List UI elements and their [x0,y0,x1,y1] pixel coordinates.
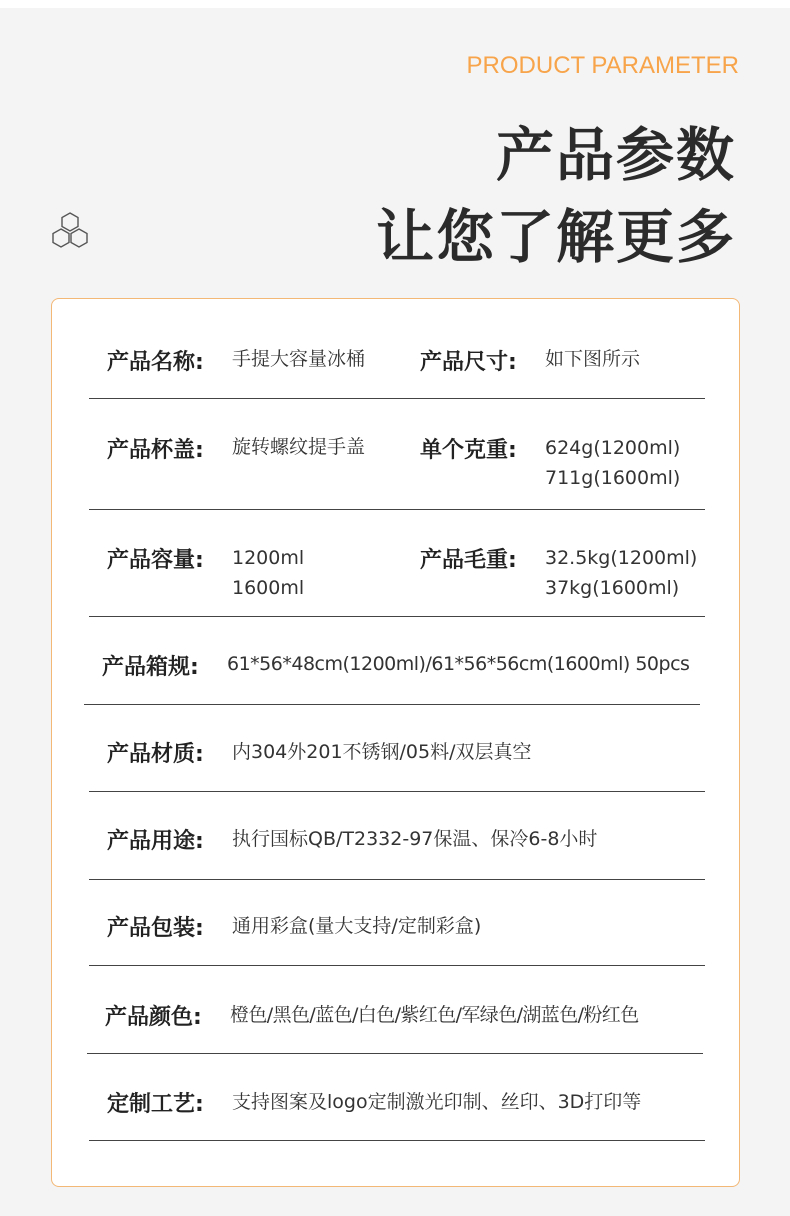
divider [89,398,705,399]
value-unit-weight-1: 624g(1200ml) [545,437,681,459]
value-gross-weight-1: 32.5kg(1200ml) [545,547,698,569]
label-box-spec: 产品箱规: [102,655,199,680]
top-strip [0,0,790,8]
value-box-spec: 61*56*48cm(1200ml)/61*56*56cm(1600ml) 50pcs [227,653,690,675]
label-product-name: 产品名称: [107,350,204,375]
label-material: 产品材质: [107,742,204,767]
value-material: 内304外201不锈钢/05料/双层真空 [232,741,532,763]
label-colors: 产品颜色: [105,1005,202,1030]
value-customization: 支持图案及logo定制激光印制、丝印、3D打印等 [232,1091,642,1113]
value-packaging: 通用彩盒(量大支持/定制彩盒) [232,915,482,937]
page-title-line1: 产品参数 [495,121,736,189]
divider [89,791,705,792]
label-product-size: 产品尺寸: [420,350,517,375]
value-colors: 橙色/黑色/蓝色/白色/紫红色/军绿色/湖蓝色/粉红色 [230,1004,639,1026]
subtitle-english: PRODUCT PARAMETER [466,52,739,79]
label-product-lid: 产品杯盖: [107,438,204,463]
value-capacity-1: 1200ml [232,547,305,569]
divider [89,965,705,966]
label-unit-weight: 单个克重: [420,438,517,463]
divider [89,879,705,880]
divider [87,1053,703,1054]
divider [89,509,705,510]
label-usage: 产品用途: [107,829,204,854]
label-gross-weight: 产品毛重: [420,548,517,573]
divider [89,1140,705,1141]
value-product-name: 手提大容量冰桶 [232,348,366,370]
value-usage: 执行国标QB/T2332-97保温、保冷6-8小时 [232,828,598,850]
parameter-card [51,298,740,1187]
value-unit-weight-2: 711g(1600ml) [545,467,681,489]
label-product-capacity: 产品容量: [107,548,204,573]
label-packaging: 产品包装: [107,916,204,941]
value-product-lid: 旋转螺纹提手盖 [232,436,366,458]
divider [84,704,700,705]
value-product-size: 如下图所示 [545,348,641,370]
label-customization: 定制工艺: [107,1092,204,1117]
divider [89,616,705,617]
hexagon-cluster-icon [48,210,96,258]
page-title-line2: 让您了解更多 [375,203,736,271]
value-gross-weight-2: 37kg(1600ml) [545,577,680,599]
value-capacity-2: 1600ml [232,577,305,599]
